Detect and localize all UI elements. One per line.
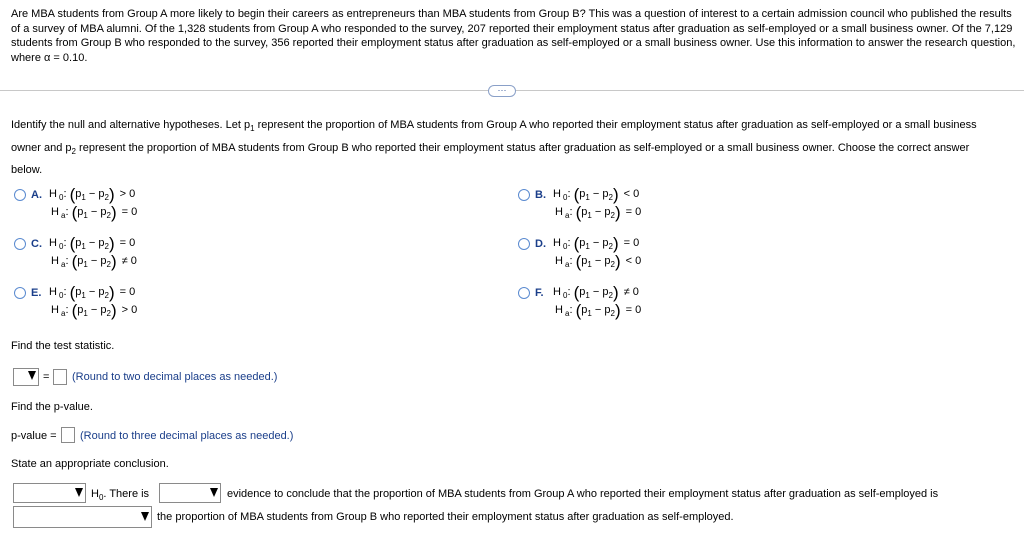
instr-part3: represent the proportion of MBA students from Group B who reported their employment status after graduation as self-employed or a small business owner. Choose the correct answer below.: [11, 141, 970, 177]
p2-symbol: p: [98, 188, 105, 200]
p2-symbol: p: [100, 304, 107, 316]
alternative-hypothesis: [51, 203, 137, 223]
p1-symbol: p: [579, 286, 586, 298]
p1-symbol: p: [77, 304, 84, 316]
p2-sub: 2: [106, 309, 111, 319]
p2-sub: 2: [104, 193, 109, 203]
relation-value: = 0: [118, 206, 138, 218]
minus-sign: −: [589, 188, 603, 200]
p2-symbol: p: [604, 255, 611, 267]
hypotheses-instructions: [11, 116, 1001, 181]
test-stat-prompt: Find the test statistic.: [11, 340, 115, 352]
open-paren: (: [71, 203, 78, 222]
conclusion-h-label: H: [91, 488, 99, 500]
h-symbol: H: [553, 237, 561, 249]
p2-symbol: p: [100, 206, 107, 218]
open-paren: (: [573, 283, 580, 302]
open-paren: (: [69, 185, 76, 204]
alternative-hypothesis: [555, 301, 641, 321]
alternative-hypothesis: [555, 252, 641, 272]
conclusion-text-1: evidence to conclude that the proportion of MBA students from Group A who reported their employment status after graduation as self-employed is: [227, 488, 939, 500]
radio-button[interactable]: [518, 189, 530, 201]
radio-button[interactable]: [14, 189, 26, 201]
colon: :: [63, 188, 70, 200]
minus-sign: −: [589, 237, 603, 249]
colon: :: [569, 255, 576, 267]
minus-sign: −: [87, 304, 101, 316]
answer-option[interactable]: [14, 187, 214, 227]
relation-value: = 0: [116, 237, 136, 249]
alternative-hypothesis: [555, 203, 641, 223]
close-paren: ): [612, 234, 619, 253]
colon: :: [567, 286, 574, 298]
h-subscript: 0: [563, 291, 568, 301]
close-paren: ): [110, 301, 117, 320]
conclusion-h0-text: [91, 488, 149, 502]
close-paren: ): [110, 252, 117, 271]
p1-sub: 1: [81, 193, 86, 203]
p2-symbol: p: [98, 237, 105, 249]
answer-option[interactable]: [518, 236, 718, 276]
p2-symbol: p: [602, 188, 609, 200]
p1-sub: 1: [585, 242, 590, 252]
relation-value: = 0: [622, 206, 642, 218]
open-paren: (: [573, 185, 580, 204]
open-paren: (: [69, 234, 76, 253]
minus-sign: −: [85, 237, 99, 249]
p1-symbol: p: [579, 237, 586, 249]
comparison-dropdown[interactable]: [13, 506, 152, 528]
p1-symbol: p: [77, 255, 84, 267]
conclusion-there-is: . There is: [103, 488, 150, 500]
h-symbol: H: [555, 206, 563, 218]
radio-button[interactable]: [518, 287, 530, 299]
open-paren: (: [575, 301, 582, 320]
option-letter: A.: [31, 189, 42, 201]
relation-value: ≠ 0: [118, 255, 137, 267]
pvalue-label: p-value =: [11, 430, 57, 442]
h-subscript: 0: [59, 242, 64, 252]
null-hypothesis: [49, 283, 135, 303]
p1-sub: 1: [81, 242, 86, 252]
option-letter: D.: [535, 238, 546, 250]
p2-sub: 2: [610, 260, 615, 270]
minus-sign: −: [589, 286, 603, 298]
answer-option[interactable]: [14, 236, 214, 276]
option-letter: F.: [535, 287, 544, 299]
answer-option[interactable]: [518, 187, 718, 227]
null-hypothesis: [553, 234, 639, 254]
close-paren: ): [108, 234, 115, 253]
relation-value: ≠ 0: [620, 286, 639, 298]
p1-symbol: p: [581, 255, 588, 267]
relation-value: > 0: [118, 304, 138, 316]
relation-value: = 0: [620, 237, 640, 249]
relation-value: < 0: [620, 188, 640, 200]
test-stat-equals: =: [43, 371, 50, 383]
minus-sign: −: [87, 206, 101, 218]
open-paren: (: [71, 301, 78, 320]
close-paren: ): [612, 283, 619, 302]
close-paren: ): [612, 185, 619, 204]
conclusion-h-sub: 0: [98, 493, 104, 503]
h-symbol: H: [553, 188, 561, 200]
p1-sub: 1: [83, 211, 88, 221]
radio-button[interactable]: [14, 287, 26, 299]
close-paren: ): [614, 203, 621, 222]
p1-sub: 1: [83, 309, 88, 319]
p1-sub: 1: [585, 193, 590, 203]
p1-symbol: p: [579, 188, 586, 200]
minus-sign: −: [591, 255, 605, 267]
pvalue-prompt: Find the p-value.: [11, 401, 93, 413]
h-subscript: a: [565, 309, 570, 319]
relation-value: = 0: [116, 286, 136, 298]
pvalue-input[interactable]: [61, 427, 75, 443]
h-subscript: a: [565, 211, 570, 221]
colon: :: [65, 255, 72, 267]
instr-part1: Identify the null and alternative hypotheses. Let p: [11, 119, 251, 131]
p1-symbol: p: [581, 206, 588, 218]
h-subscript: 0: [563, 242, 568, 252]
open-paren: (: [575, 203, 582, 222]
p1-symbol: p: [581, 304, 588, 316]
relation-value: = 0: [622, 304, 642, 316]
p1-sub: 1: [585, 291, 590, 301]
chevron-down-icon: [141, 512, 149, 521]
chevron-down-icon: [28, 371, 36, 380]
p1-symbol: p: [75, 188, 82, 200]
conclusion-text-2: the proportion of MBA students from Group B who reported their employment status after graduation as self-employed.: [157, 511, 734, 523]
p2-sub: 2: [608, 291, 613, 301]
h-symbol: H: [555, 304, 563, 316]
p2-symbol: p: [98, 286, 105, 298]
close-paren: ): [108, 283, 115, 302]
colon: :: [65, 206, 72, 218]
option-letter: C.: [31, 238, 42, 250]
chevron-down-icon: [75, 488, 83, 497]
p1-symbol: p: [77, 206, 84, 218]
minus-sign: −: [591, 304, 605, 316]
answer-option[interactable]: [518, 285, 718, 325]
p2-symbol: p: [602, 237, 609, 249]
alternative-hypothesis: [51, 252, 137, 272]
colon: :: [63, 237, 70, 249]
colon: :: [63, 286, 70, 298]
p2-sub: 2: [608, 242, 613, 252]
p2-sub: 2: [608, 193, 613, 203]
h-symbol: H: [555, 255, 563, 267]
p1-sub: 1: [587, 260, 592, 270]
h-subscript: a: [565, 260, 570, 270]
p2-symbol: p: [602, 286, 609, 298]
h-subscript: a: [61, 260, 66, 270]
radio-button[interactable]: [14, 238, 26, 250]
h-symbol: H: [49, 237, 57, 249]
option-letter: E.: [31, 287, 42, 299]
answer-option[interactable]: [14, 285, 214, 325]
minus-sign: −: [85, 286, 99, 298]
test-stat-dropdown[interactable]: [13, 368, 39, 386]
h-subscript: 0: [563, 193, 568, 203]
open-paren: (: [71, 252, 78, 271]
p2-symbol: p: [604, 304, 611, 316]
null-hypothesis: [553, 185, 639, 205]
p1-sub: 1: [587, 211, 592, 221]
p2-symbol: p: [100, 255, 107, 267]
expand-button[interactable]: ···: [488, 85, 516, 97]
close-paren: ): [110, 203, 117, 222]
conclusion-prompt: State an appropriate conclusion.: [11, 458, 169, 470]
h-subscript: 0: [59, 291, 64, 301]
close-paren: ): [614, 301, 621, 320]
relation-value: > 0: [116, 188, 136, 200]
null-hypothesis: [553, 283, 639, 303]
test-stat-input[interactable]: [53, 369, 67, 385]
minus-sign: −: [591, 206, 605, 218]
instr-sub1: 1: [250, 124, 255, 134]
reject-decision-dropdown[interactable]: [13, 483, 86, 503]
h-symbol: H: [51, 206, 59, 218]
pvalue-hint: (Round to three decimal places as needed.): [80, 430, 294, 442]
instr-part2: represent the proportion of MBA students from Group A who reported their employment status after graduation as self-employed or a small business owner and p: [11, 119, 977, 154]
p1-symbol: p: [75, 286, 82, 298]
radio-button[interactable]: [518, 238, 530, 250]
p1-symbol: p: [75, 237, 82, 249]
h-subscript: 0: [59, 193, 64, 203]
colon: :: [65, 304, 72, 316]
open-paren: (: [575, 252, 582, 271]
p1-sub: 1: [587, 309, 592, 319]
p2-sub: 2: [104, 242, 109, 252]
instr-sub2: 2: [71, 146, 76, 156]
alternative-hypothesis: [51, 301, 137, 321]
p2-sub: 2: [610, 211, 615, 221]
close-paren: ): [614, 252, 621, 271]
open-paren: (: [69, 283, 76, 302]
evidence-dropdown[interactable]: [159, 483, 221, 503]
p2-sub: 2: [104, 291, 109, 301]
chevron-down-icon: [210, 488, 218, 497]
h-subscript: a: [61, 211, 66, 221]
p2-sub: 2: [106, 211, 111, 221]
problem-statement: Are MBA students from Group A more likely to begin their careers as entrepreneurs than MBA students from Group B? This was a question of interest to a certain admission council who published the results of a survey of MBA alumni. Of the 1,328 students from Group A who responded to the survey, 207 reported their employment status after graduation as self-employed or a small business owner. Of the 7,129 students from Group B who responded to the survey, 356 reported their employment status after graduation as self-employed or a small business owner. Use this information to answer the research question, where α = 0.10.: [11, 8, 1016, 64]
colon: :: [567, 237, 574, 249]
relation-value: < 0: [622, 255, 642, 267]
null-hypothesis: [49, 185, 135, 205]
p2-sub: 2: [610, 309, 615, 319]
test-stat-hint: (Round to two decimal places as needed.): [72, 371, 278, 383]
p1-sub: 1: [83, 260, 88, 270]
h-symbol: H: [553, 286, 561, 298]
p2-symbol: p: [604, 206, 611, 218]
h-symbol: H: [49, 188, 57, 200]
open-paren: (: [573, 234, 580, 253]
h-symbol: H: [51, 255, 59, 267]
option-letter: B.: [535, 189, 546, 201]
h-symbol: H: [51, 304, 59, 316]
close-paren: ): [108, 185, 115, 204]
h-subscript: a: [61, 309, 66, 319]
colon: :: [567, 188, 574, 200]
colon: :: [569, 304, 576, 316]
p1-sub: 1: [81, 291, 86, 301]
minus-sign: −: [87, 255, 101, 267]
p2-sub: 2: [106, 260, 111, 270]
minus-sign: −: [85, 188, 99, 200]
colon: :: [569, 206, 576, 218]
h-symbol: H: [49, 286, 57, 298]
null-hypothesis: [49, 234, 135, 254]
